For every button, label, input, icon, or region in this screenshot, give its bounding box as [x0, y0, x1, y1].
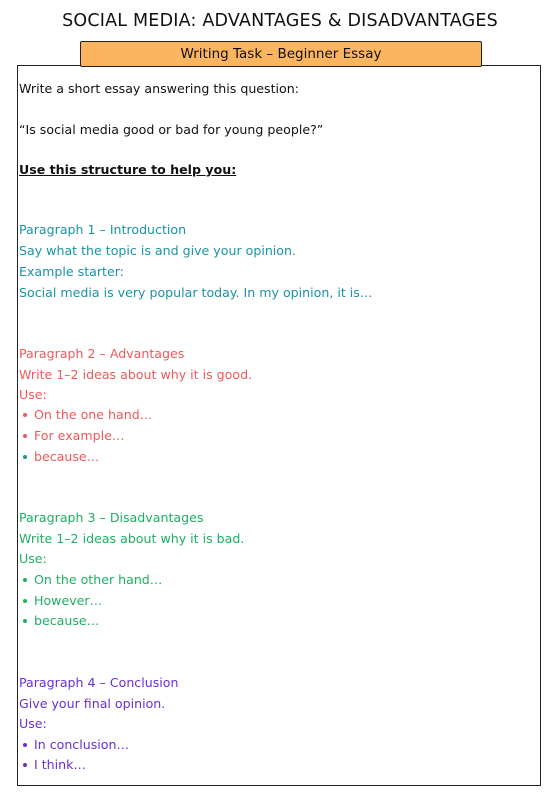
p4-heading: Paragraph 4 – Conclusion: [19, 675, 179, 690]
p3-use-label: Use:: [19, 551, 47, 566]
task-banner: Writing Task – Beginner Essay: [80, 41, 482, 67]
bullet-icon: [23, 434, 27, 438]
list-item: However…: [34, 593, 102, 608]
p1-line: Social media is very popular today. In my opinion, it is…: [19, 285, 373, 300]
p1-line: Say what the topic is and give your opinion.: [19, 243, 296, 258]
p3-line: Write 1–2 ideas about why it is bad.: [19, 531, 245, 546]
p1-line: Example starter:: [19, 264, 124, 279]
p1-heading: Paragraph 1 – Introduction: [19, 222, 187, 237]
list-item: On the other hand…: [34, 572, 162, 587]
worksheet-title: SOCIAL MEDIA: ADVANTAGES & DISADVANTAGES: [62, 11, 498, 31]
list-item: On the one hand…: [34, 407, 152, 422]
list-item: because…: [34, 613, 99, 628]
bullet-icon: [23, 413, 27, 417]
essay-question: “Is social media good or bad for young people?”: [19, 122, 324, 137]
bullet-icon: [23, 763, 27, 767]
bullet-icon: [23, 578, 27, 582]
list-item: In conclusion…: [34, 737, 129, 752]
list-item: I think…: [34, 757, 86, 772]
p2-use-label: Use:: [19, 387, 47, 402]
bullet-icon: [23, 455, 27, 459]
p4-use-label: Use:: [19, 716, 47, 731]
bullet-icon: [23, 743, 27, 747]
p2-line: Write 1–2 ideas about why it is good.: [19, 367, 253, 382]
p4-line: Give your final opinion.: [19, 696, 166, 711]
p2-heading: Paragraph 2 – Advantages: [19, 346, 185, 361]
p3-heading: Paragraph 3 – Disadvantages: [19, 510, 204, 525]
instruction-text: Write a short essay answering this question:: [19, 81, 299, 96]
list-item: For example…: [34, 428, 124, 443]
bullet-icon: [23, 599, 27, 603]
bullet-icon: [23, 619, 27, 623]
list-item: because…: [34, 449, 99, 464]
structure-heading: Use this structure to help you:: [19, 162, 237, 177]
